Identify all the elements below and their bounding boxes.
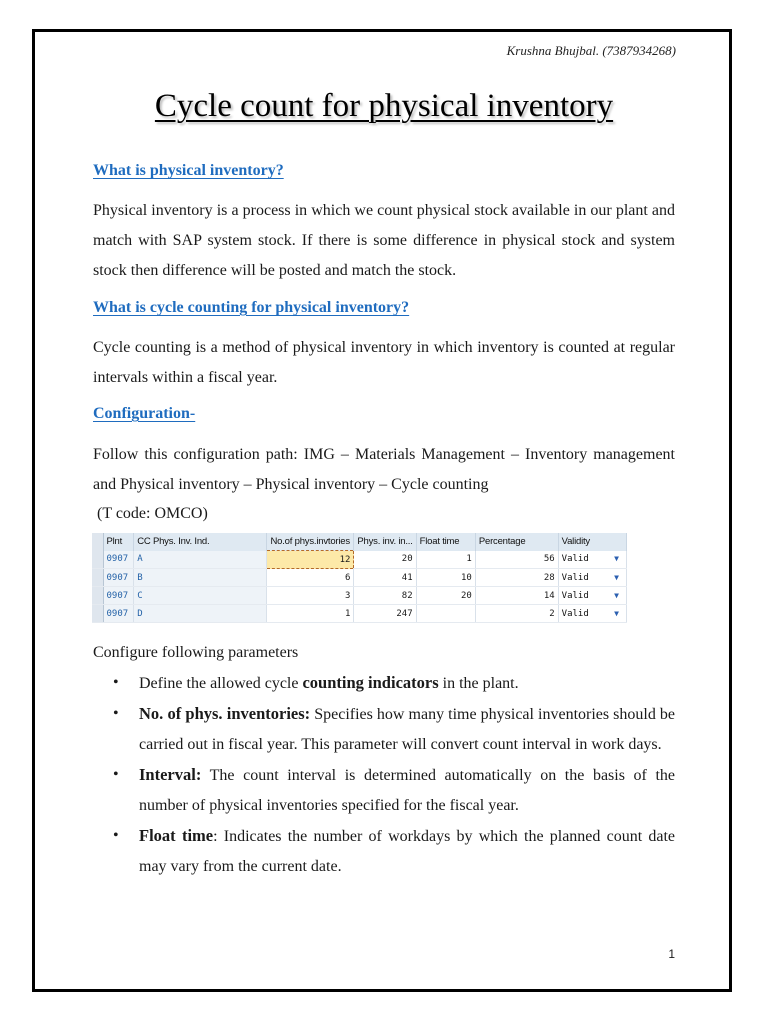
bullet-icon: • <box>113 674 119 691</box>
interval-cell[interactable]: 82 <box>354 587 416 605</box>
paragraph-configuration-path: Follow this configuration path: IMG – Materials Management – Inventory management and Physical inventory – Physical inventory – Cycle counting <box>93 446 675 493</box>
bullet-icon: • <box>113 766 119 783</box>
dropdown-arrow-icon[interactable]: ▼ <box>614 590 619 600</box>
validity-value: Valid <box>561 554 589 565</box>
bullet-icon: • <box>113 705 119 722</box>
list-item <box>113 821 675 882</box>
item-text-post: The count interval is determined automatically on the basis of the number of physical inventories specified for the fiscal year. <box>139 767 675 814</box>
validity-value: Valid <box>561 572 589 583</box>
validity-value: Valid <box>561 608 589 619</box>
item-term: counting indicators <box>302 673 439 692</box>
cycle-counting-config-table <box>92 533 627 623</box>
heading-what-is-cycle-counting: What is cycle counting for physical inventory? <box>93 299 410 316</box>
table-row <box>92 569 627 587</box>
table-row <box>92 551 627 569</box>
table-row <box>92 605 627 623</box>
percentage-cell[interactable]: 14 <box>475 587 558 605</box>
table-row <box>92 587 627 605</box>
plant-cell[interactable]: 0907 <box>103 551 134 569</box>
dropdown-arrow-icon[interactable]: ▼ <box>614 572 619 582</box>
validity-select[interactable] <box>558 569 626 587</box>
validity-value: Valid <box>561 590 589 601</box>
parameters-list <box>93 668 675 882</box>
heading-what-is-physical-inventory: What is physical inventory? <box>93 162 284 179</box>
column-header[interactable]: CC Phys. Inv. Ind. <box>134 533 267 551</box>
phys-inventories-cell[interactable]: 6 <box>267 569 354 587</box>
item-text-post: : Indicates the number of workdays by which the planned count date may vary from the current date. <box>139 828 675 875</box>
list-item <box>113 760 675 821</box>
dropdown-arrow-icon[interactable]: ▼ <box>614 554 619 564</box>
author-header: Krushna Bhujbal. (7387934268) <box>506 43 676 58</box>
item-text-post: in the plant. <box>438 675 519 692</box>
float-time-cell[interactable]: 20 <box>416 587 475 605</box>
item-text-pre: Define the allowed cycle <box>139 675 303 692</box>
percentage-cell[interactable]: 28 <box>475 569 558 587</box>
list-item <box>113 699 676 760</box>
paragraph-cycle-counting: Cycle counting is a method of physical inventory in which inventory is counted at regular intervals within a fiscal year. <box>93 339 675 386</box>
item-term: Interval: <box>139 765 202 784</box>
indicator-cell[interactable]: D <box>134 605 267 623</box>
column-header[interactable]: Float time <box>416 533 475 551</box>
percentage-cell[interactable]: 56 <box>475 551 558 569</box>
column-header[interactable]: Validity <box>558 533 626 551</box>
column-header[interactable]: Percentage <box>475 533 558 551</box>
heading-configuration: Configuration- <box>93 405 196 422</box>
item-term: No. of phys. inventories: <box>139 704 311 723</box>
row-selector[interactable] <box>92 587 103 605</box>
item-term: Float time <box>139 826 214 845</box>
phys-inventories-cell[interactable]: 3 <box>267 587 354 605</box>
row-selector[interactable] <box>92 569 103 587</box>
parameters-intro: Configure following parameters <box>93 644 299 661</box>
float-time-cell[interactable]: 1 <box>416 551 475 569</box>
indicator-cell[interactable]: C <box>134 587 267 605</box>
float-time-cell[interactable] <box>416 605 475 623</box>
column-header[interactable]: Plnt <box>103 533 134 551</box>
phys-inventories-cell[interactable]: 12 <box>267 551 354 569</box>
column-header[interactable]: Phys. inv. in... <box>354 533 416 551</box>
row-selector[interactable] <box>92 605 103 623</box>
validity-select[interactable] <box>558 605 626 623</box>
phys-inventories-cell[interactable]: 1 <box>267 605 354 623</box>
plant-cell[interactable]: 0907 <box>103 605 134 623</box>
indicator-cell[interactable]: B <box>134 569 267 587</box>
table-header-row <box>92 533 627 551</box>
plant-cell[interactable]: 0907 <box>103 587 134 605</box>
column-header[interactable]: No.of phys.invtories <box>267 533 354 551</box>
validity-select[interactable] <box>558 551 626 569</box>
row-selector[interactable] <box>92 551 103 569</box>
interval-cell[interactable]: 41 <box>354 569 416 587</box>
page-number: 1 <box>668 947 675 961</box>
interval-cell[interactable]: 20 <box>354 551 416 569</box>
plant-cell[interactable]: 0907 <box>103 569 134 587</box>
interval-cell[interactable]: 247 <box>354 605 416 623</box>
indicator-cell[interactable]: A <box>134 551 267 569</box>
float-time-cell[interactable]: 10 <box>416 569 475 587</box>
bullet-icon: • <box>113 827 119 844</box>
paragraph-physical-inventory: Physical inventory is a process in which we count physical stock available in our plant and match with SAP system stock. If there is some difference in physical stock and system stock then difference will be posted and match the stock. <box>93 202 675 279</box>
item-text-post: Specifies how many time physical inventories should be carried out in fiscal year. This parameter will convert count interval in work days. <box>139 706 676 753</box>
percentage-cell[interactable]: 2 <box>475 605 558 623</box>
validity-select[interactable] <box>558 587 626 605</box>
tcode-label: (T code: OMCO) <box>97 505 208 522</box>
list-item <box>113 668 675 699</box>
dropdown-arrow-icon[interactable]: ▼ <box>614 608 619 618</box>
row-selector-header[interactable] <box>92 533 103 551</box>
document-title: Cycle count for physical inventory <box>154 88 614 124</box>
